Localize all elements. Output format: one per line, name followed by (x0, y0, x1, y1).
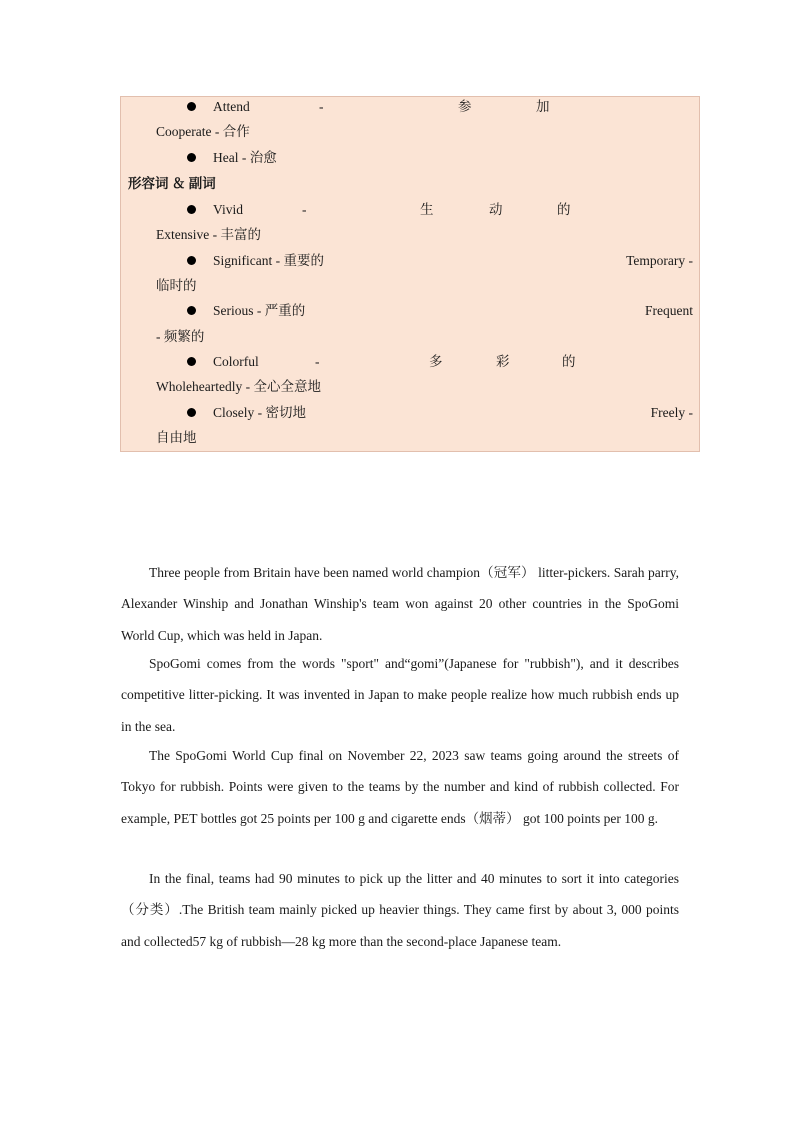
vocab-line-wholeheartedly (121, 377, 699, 397)
vocab-line-closely (121, 403, 699, 423)
vocab-meaning-char: 动 (489, 202, 503, 217)
vocab-entry-significant: Significant - 重要的 (213, 253, 324, 268)
vocab-dash: - (315, 354, 320, 369)
bullet-icon (187, 153, 196, 162)
vocab-meaning-char: 多 (429, 354, 443, 369)
vocab-line-frequent-meaning (121, 327, 699, 347)
vocab-entry-heal: Heal - 治愈 (213, 150, 277, 165)
vocab-word-attend: Attend (213, 99, 250, 114)
vocab-line-freely-meaning (121, 428, 699, 448)
vocab-meaning-char: 彩 (496, 354, 510, 369)
vocab-meaning-char: 生 (420, 202, 434, 217)
vocab-meaning-char: 参 (458, 99, 472, 114)
vocab-entry-closely: Closely - 密切地 (213, 405, 306, 420)
vocab-line-vivid (121, 200, 699, 220)
vocab-meaning-temporary: 临时的 (156, 278, 197, 293)
vocab-entry-extensive: Extensive - 丰富的 (156, 227, 261, 242)
vocab-line-attend (121, 97, 699, 117)
vocab-meaning-char: 加 (536, 99, 550, 114)
bullet-icon (187, 357, 196, 366)
bullet-icon (187, 205, 196, 214)
vocab-line-serious (121, 301, 699, 321)
vocab-dash: - (319, 99, 324, 114)
vocab-entry-wholeheartedly: Wholeheartedly - 全心全意地 (156, 379, 321, 394)
section-heading-adj-adv (121, 174, 699, 194)
vocab-line-significant (121, 251, 699, 271)
vocab-dash: - (302, 202, 307, 217)
passage-paragraph-3: The SpoGomi World Cup final on November 22, 2023 saw teams going around the streets of Tokyo for rubbish. Points were given to the teams by the number and kind of rubbish collected. For example, PET bottles got 25 points per 100 g and cigarette ends（烟蒂） got 100 points per 100 g. (121, 748, 679, 826)
vocab-entry-temporary: Temporary - (626, 253, 693, 268)
vocab-word-vivid: Vivid (213, 202, 243, 217)
vocab-meaning-frequent: - 频繁的 (156, 329, 205, 344)
vocab-entry-cooperate: Cooperate - 合作 (156, 124, 250, 139)
bullet-icon (187, 256, 196, 265)
vocab-meaning-char: 的 (562, 354, 576, 369)
vocab-line-cooperate (121, 122, 699, 142)
vocab-meaning-freely: 自由地 (156, 430, 197, 445)
heading-text: 形容词 ＆ 副词 (128, 176, 216, 191)
vocab-line-extensive (121, 225, 699, 245)
vocabulary-box (120, 96, 700, 452)
bullet-icon (187, 102, 196, 111)
bullet-icon (187, 408, 196, 417)
passage-paragraph-4: In the final, teams had 90 minutes to pick up the litter and 40 minutes to sort it into categories（分类）.The British team mainly picked up heavier things. They came first by about 3, 000 points and collected57 kg of rubbish—28 kg more than the second-place Japanese team. (121, 871, 679, 949)
bullet-icon (187, 306, 196, 315)
vocab-entry-freely: Freely - (650, 405, 693, 420)
vocab-meaning-char: 的 (557, 202, 571, 217)
passage-paragraph-1: Three people from Britain have been named world champion（冠军） litter-pickers. Sarah parry, Alexander Winship and Jonathan Winship's team won against 20 other countries in the SpoGomi World Cup, which was held in Japan. (121, 565, 679, 643)
vocab-line-temporary-meaning (121, 276, 699, 296)
vocab-line-colorful (121, 352, 699, 372)
passage-paragraph-2: SpoGomi comes from the words "sport" and“gomi”(Japanese for "rubbish"), and it describes competitive litter-picking. It was invented in Japan to make people realize how much rubbish ends up in the sea. (121, 656, 679, 734)
vocab-entry-frequent: Frequent (645, 303, 693, 318)
vocab-word-colorful: Colorful (213, 354, 259, 369)
vocab-entry-serious: Serious - 严重的 (213, 303, 306, 318)
vocab-line-heal (121, 148, 699, 168)
